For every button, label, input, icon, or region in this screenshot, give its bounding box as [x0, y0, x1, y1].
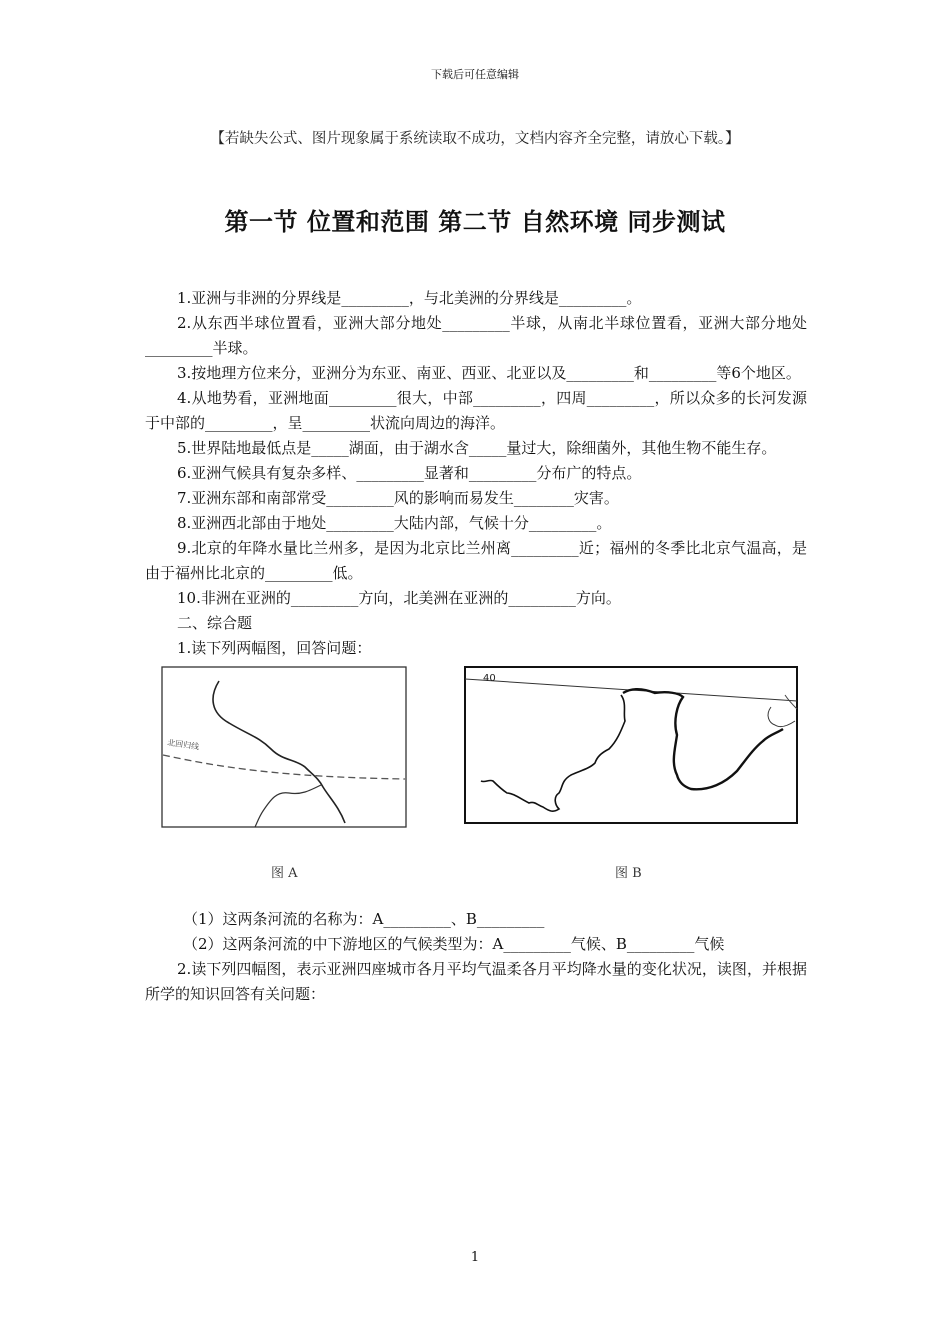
question-10: 10.非洲在亚洲的_________方向，北美洲在亚洲的_________方向。 — [177, 589, 621, 607]
section-question-1-intro: 1.读下列两幅图，回答问题： — [177, 639, 372, 657]
question-9: 9.北京的年降水量比兰州多，是因为北京比兰州离_________近；福州的冬季比北京气温高，是由于福州比北京的_________低。 — [145, 539, 807, 582]
question-2: 2.从东西半球位置看，亚洲大部分地处_________半球，从南北半球位置看，亚洲大部分地处_________半球。 — [145, 314, 807, 357]
page-number: 1 — [470, 1250, 480, 1265]
question-6: 6.亚洲气候具有复杂多样、_________显著和_________分布广的特点。 — [177, 464, 642, 482]
sub-question-2: （2）这两条河流的中下游地区的气候类型为：A_________气候、B_________气候 — [183, 935, 725, 953]
question-3: 3.按地理方位来分，亚洲分为东亚、南亚、西亚、北亚以及_________和_________等6个地区。 — [177, 364, 801, 382]
figure-b-map — [463, 665, 803, 830]
latitude-label: 40 — [483, 673, 496, 684]
tropic-label: 北回归线 — [166, 738, 200, 752]
question-4: 4.从地势看，亚洲地面_________很大，中部_________，四周_________，所以众多的长河发源于中部的_________，呈_________状流向周边的海洋。 — [145, 389, 807, 432]
page-title: 第一节 位置和范围 第二节 自然环境 同步测试 — [224, 207, 726, 236]
figure-a-caption: 图 A — [271, 866, 298, 881]
figure-a-map — [159, 665, 409, 830]
header-note: 下载后可任意编辑 — [431, 68, 519, 81]
document-body — [145, 286, 807, 1007]
section-heading: 二、综合题 — [177, 614, 253, 632]
question-1: 1.亚洲与非洲的分界线是_________，与北美洲的分界线是_________。 — [177, 289, 642, 307]
question-8: 8.亚洲西北部由于地处_________大陆内部，气候十分_________。 — [177, 514, 612, 532]
question-7: 7.亚洲东部和南部常受_________风的影响而易发生________灾害。 — [177, 489, 619, 507]
section-question-2: 2.读下列四幅图，表示亚洲四座城市各月平均气温柔各月平均降水量的变化状况，读图，并根据所学的知识回答有关问题： — [145, 960, 807, 1003]
figure-b-caption: 图 B — [615, 866, 642, 881]
river-maps — [145, 665, 807, 893]
question-5: 5.世界陆地最低点是_____湖面，由于湖水含_____量过大，除细菌外，其他生物不能生存。 — [177, 439, 777, 457]
sub-question-1: （1）这两条河流的名称为：A_________、B_________ — [183, 910, 545, 928]
download-notice: 【若缺失公式、图片现象属于系统读取不成功，文档内容齐全完整，请放心下载。】 — [210, 131, 740, 147]
